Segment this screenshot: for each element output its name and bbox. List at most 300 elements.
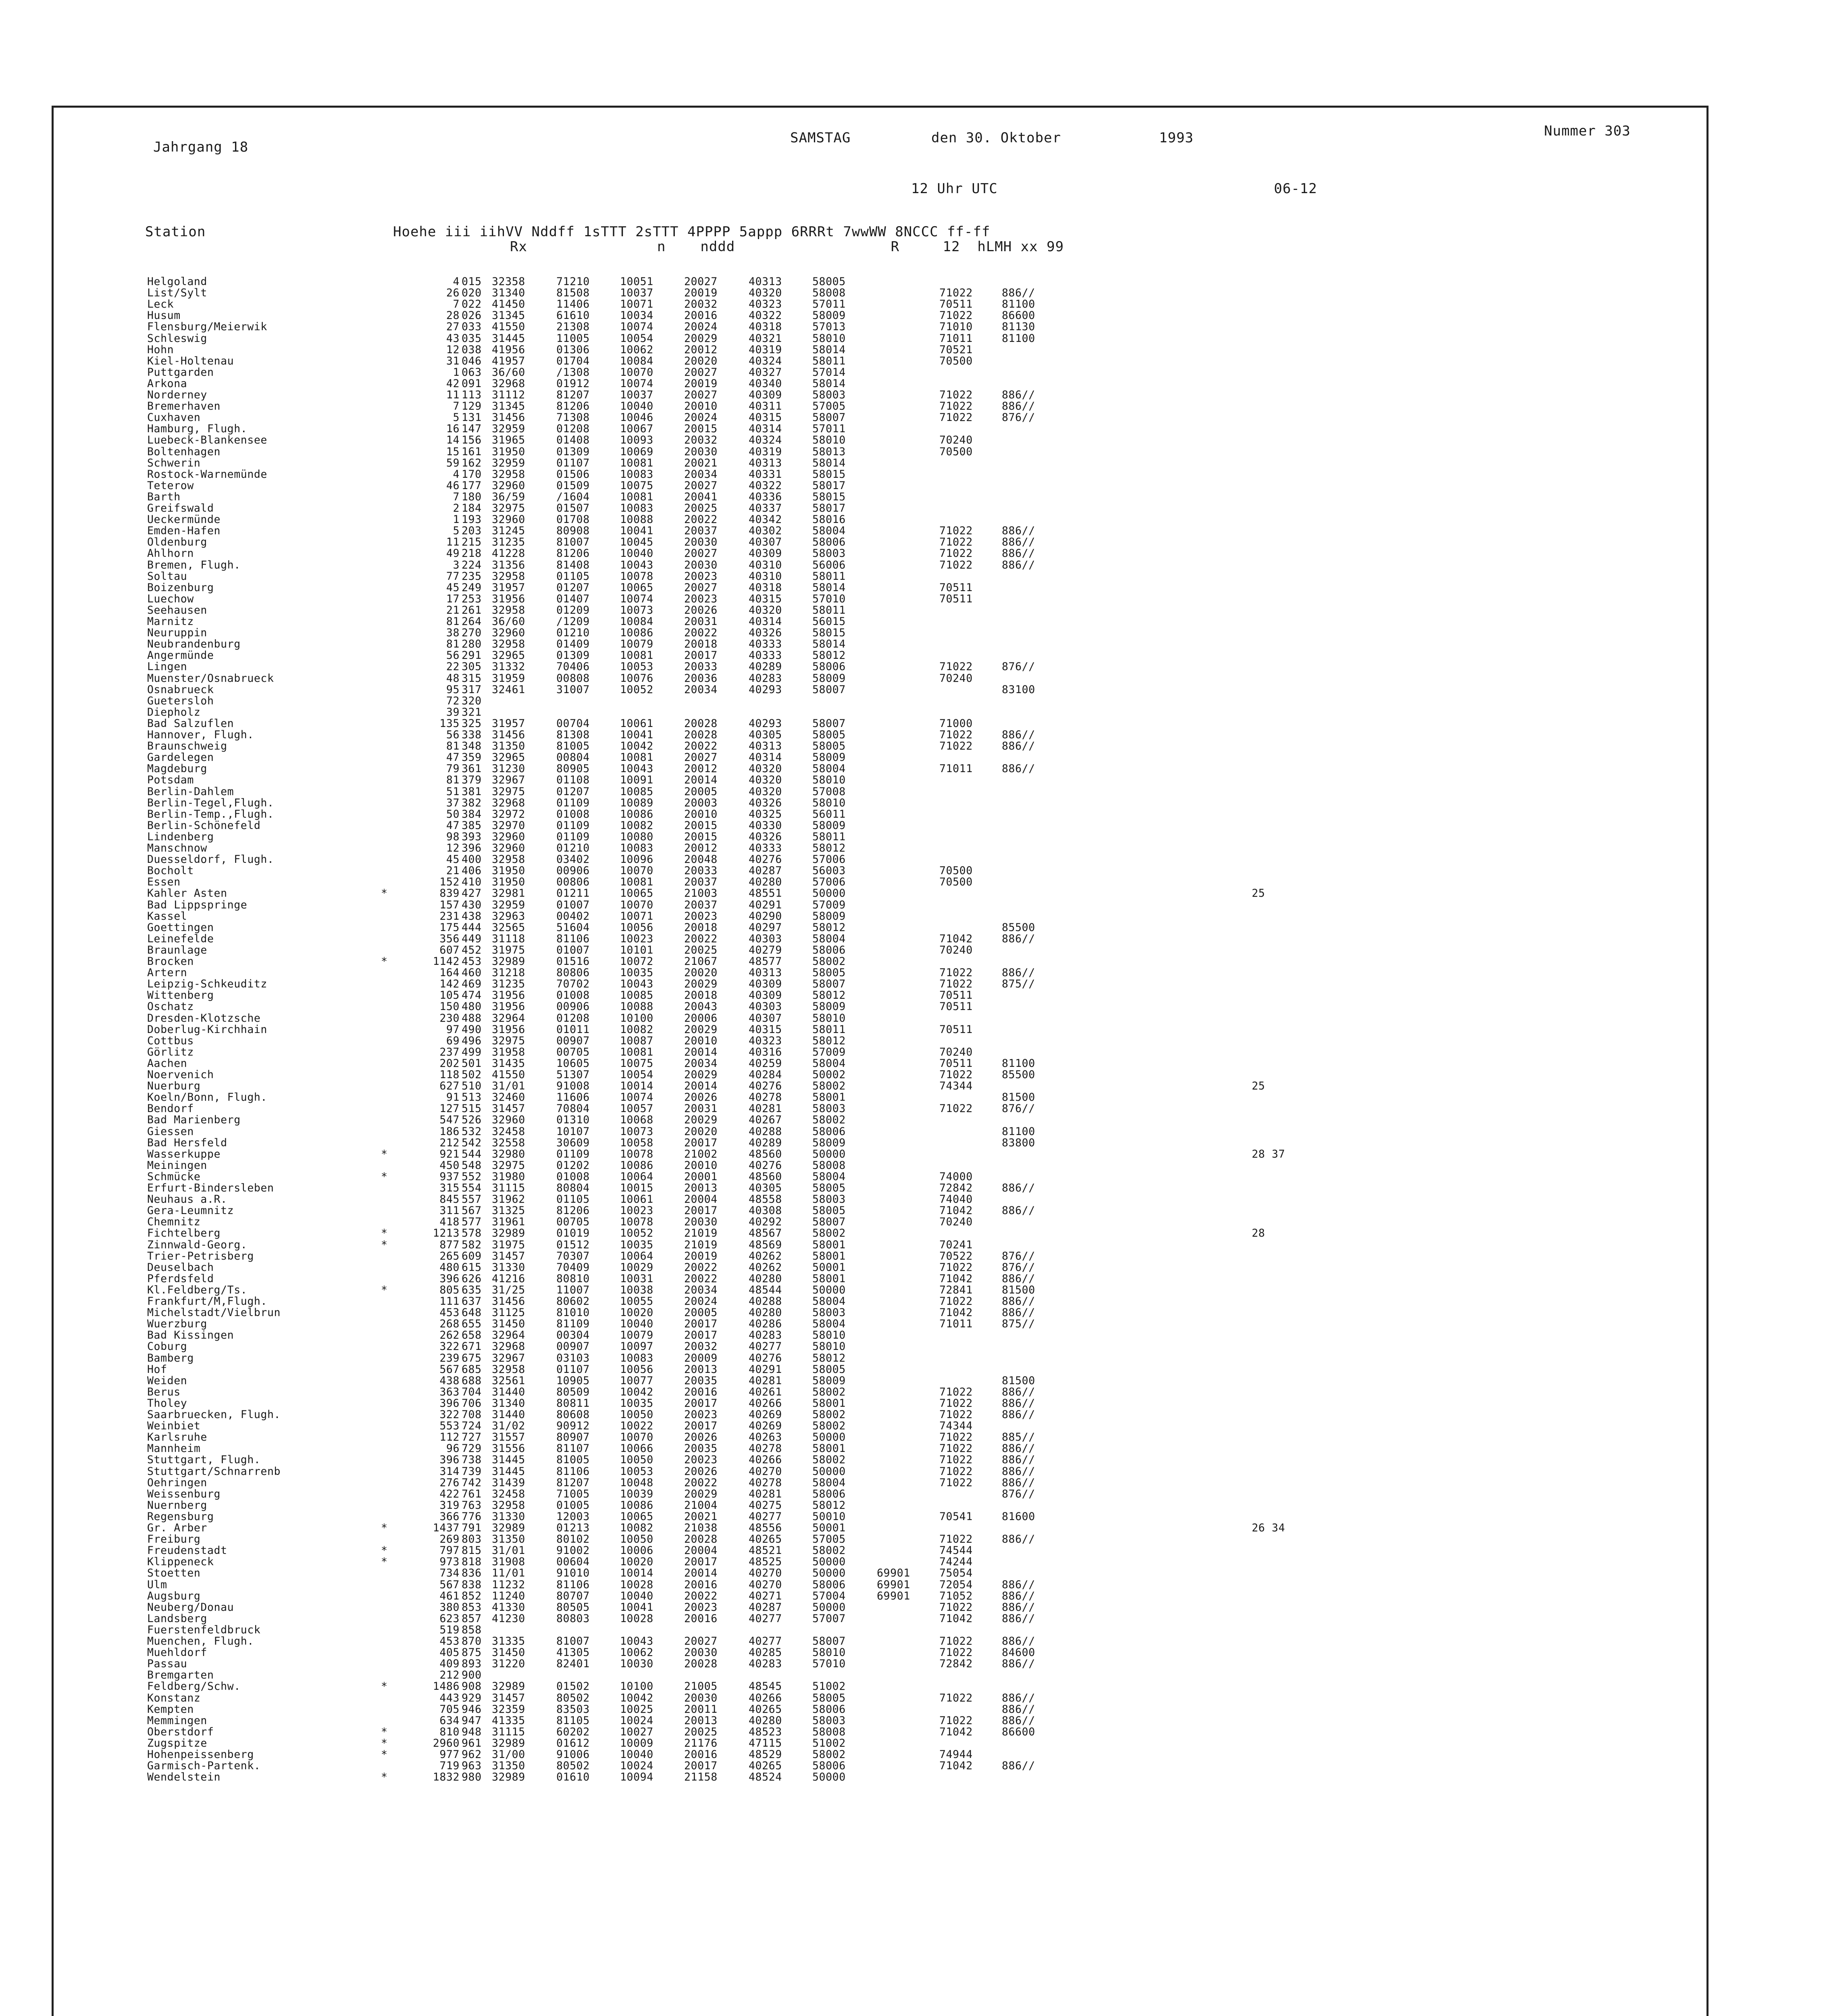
code-group: 10075 (620, 1057, 653, 1070)
station-index: 554 (462, 1182, 482, 1194)
station-name: Teterow (147, 479, 194, 492)
station-name: Flensburg/Meierwik (147, 321, 267, 333)
code-group: 74000 (939, 1170, 973, 1183)
code-group: 10075 (620, 479, 653, 492)
code-group: 69901 (877, 1589, 910, 1602)
code-group: 10041 (620, 1601, 653, 1614)
code-group: 10085 (620, 989, 653, 1002)
code-group: 40289 (749, 1136, 782, 1149)
station-height: 734 (439, 1567, 460, 1580)
code-group: 01310 (556, 1114, 590, 1127)
code-group: 20034 (684, 468, 718, 481)
table-row (0, 911, 1823, 922)
station-index: 858 (462, 1623, 482, 1636)
code-group: 32561 (492, 1374, 525, 1387)
station-index: 838 (462, 1578, 482, 1591)
table-row (0, 412, 1823, 423)
station-height: 50 (446, 808, 460, 821)
code-group: 886// (1002, 1465, 1035, 1478)
code-group: 48560 (749, 1148, 782, 1160)
code-group: 10029 (620, 1261, 653, 1274)
mountain-station-marker: * (381, 1522, 388, 1534)
station-index: 742 (462, 1476, 482, 1489)
station-name: Oschatz (147, 1000, 194, 1013)
code-group: 20016 (684, 1748, 718, 1761)
code-group: 58009 (812, 309, 846, 322)
station-height: 17 (446, 592, 460, 605)
station-name: Trier-Petrisberg (147, 1250, 254, 1262)
code-group: 886// (1002, 1533, 1035, 1546)
station-name: Hannover, Flugh. (147, 729, 254, 741)
code-group: 30609 (556, 1136, 590, 1149)
code-group: 81007 (556, 536, 590, 549)
code-group: 31908 (492, 1556, 525, 1568)
code-group: 81005 (556, 1454, 590, 1466)
table-row (0, 763, 1823, 775)
station-height: 7 (453, 490, 460, 503)
code-group: 876// (1002, 1250, 1035, 1262)
code-group: 81106 (556, 1578, 590, 1591)
table-row (0, 1205, 1823, 1216)
station-name: Garmisch-Partenk. (147, 1760, 261, 1772)
station-height: 12 (446, 842, 460, 854)
table-row (0, 820, 1823, 831)
mountain-station-marker: * (381, 1544, 388, 1557)
station-name: Weinbiet (147, 1420, 201, 1433)
code-group: 20037 (684, 898, 718, 911)
code-group: 886// (1002, 1272, 1035, 1285)
code-group: 20023 (684, 570, 718, 583)
code-group: 01409 (556, 638, 590, 651)
code-group: 32958 (492, 1499, 525, 1512)
code-group: 20030 (684, 1216, 718, 1229)
code-group: 71022 (939, 1533, 973, 1546)
station-index: 338 (462, 729, 482, 741)
code-group: 58004 (812, 932, 846, 945)
code-group: 40266 (749, 1454, 782, 1466)
station-name: Hamburg, Flugh. (147, 423, 248, 435)
table-row (0, 1693, 1823, 1704)
code-group: 71022 (939, 740, 973, 753)
station-name: Gr. Arber (147, 1522, 207, 1534)
code-group: 10035 (620, 1238, 653, 1251)
station-name: Bremerhaven (147, 400, 221, 413)
code-group: 40310 (749, 558, 782, 571)
code-group: 58012 (812, 1034, 846, 1047)
code-group: 31961 (492, 1216, 525, 1229)
code-group: 10056 (620, 921, 653, 934)
station-index: 900 (462, 1669, 482, 1682)
code-group: 886// (1002, 932, 1035, 945)
code-group: 40265 (749, 1533, 782, 1546)
code-group: 80806 (556, 966, 590, 979)
code-group: 40315 (749, 592, 782, 605)
code-group: 57005 (812, 400, 846, 413)
code-group: 885// (1002, 1431, 1035, 1444)
table-row (0, 1749, 1823, 1760)
code-group: 58012 (812, 921, 846, 934)
code-group: 32960 (492, 627, 525, 639)
station-index: 496 (462, 1034, 482, 1047)
code-group: 40280 (749, 1714, 782, 1727)
code-group: 20024 (684, 321, 718, 333)
code-group: 58001 (812, 1272, 846, 1285)
station-index: 557 (462, 1193, 482, 1206)
station-name: Artern (147, 966, 187, 979)
code-group: 90912 (556, 1420, 590, 1433)
station-index: 022 (462, 298, 482, 311)
code-group: 20027 (684, 275, 718, 288)
code-group: 31457 (492, 1691, 525, 1704)
table-row (0, 1772, 1823, 1783)
code-group: 31456 (492, 729, 525, 741)
code-group: 10081 (620, 490, 653, 503)
table-row (0, 333, 1823, 344)
code-group: 20023 (684, 1408, 718, 1421)
code-group: 70500 (939, 354, 973, 367)
station-height: 1 (453, 366, 460, 379)
code-group: 40324 (749, 354, 782, 367)
code-group: 10094 (620, 1771, 653, 1784)
code-group: 10097 (620, 1340, 653, 1353)
code-group: 48567 (749, 1227, 782, 1240)
station-height: 42 (446, 377, 460, 390)
code-group: 20004 (684, 1193, 718, 1206)
code-group: 21019 (684, 1238, 718, 1251)
code-group: 58005 (812, 729, 846, 741)
code-group: 20015 (684, 830, 718, 843)
table-row (0, 1228, 1823, 1239)
code-group: /1209 (556, 615, 590, 628)
code-group: 58014 (812, 456, 846, 469)
code-group: 32967 (492, 774, 525, 787)
station-name: Michelstadt/Vielbrun (147, 1306, 281, 1319)
code-group: 40281 (749, 1487, 782, 1500)
station-height: 37 (446, 796, 460, 809)
code-group: 20020 (684, 1125, 718, 1138)
code-group: 10084 (620, 354, 653, 367)
code-group: 40280 (749, 1306, 782, 1319)
code-group: 20031 (684, 1102, 718, 1115)
station-name: Doberlug-Kirchhain (147, 1023, 267, 1036)
code-group: 31962 (492, 1193, 525, 1206)
code-group: 40325 (749, 808, 782, 821)
station-index: 410 (462, 876, 482, 889)
code-group: 58011 (812, 830, 846, 843)
code-group: 32959 (492, 456, 525, 469)
code-group: 31456 (492, 411, 525, 424)
station-height: 38 (446, 627, 460, 639)
code-group: 40308 (749, 1204, 782, 1217)
station-name: Bad Lippspringe (147, 898, 248, 911)
code-group: 20043 (684, 1000, 718, 1013)
code-group: 31/01 (492, 1544, 525, 1557)
station-height: 453 (439, 1635, 460, 1647)
station-height: 453 (439, 1306, 460, 1319)
code-group: 85500 (1002, 1068, 1035, 1081)
code-group: 32975 (492, 1034, 525, 1047)
mountain-station-marker: * (381, 1283, 388, 1296)
code-group: 40277 (749, 1510, 782, 1523)
code-group: 40270 (749, 1465, 782, 1478)
code-group: 31445 (492, 1454, 525, 1466)
code-group: 10050 (620, 1533, 653, 1546)
code-group: 10054 (620, 332, 653, 345)
code-group: 40276 (749, 1352, 782, 1364)
code-group: 20020 (684, 966, 718, 979)
table-row (0, 922, 1823, 933)
table-row (0, 1489, 1823, 1500)
code-group: 886// (1002, 1476, 1035, 1489)
station-height: 4 (453, 275, 460, 288)
code-group: 20012 (684, 842, 718, 854)
code-group: 71022 (939, 978, 973, 991)
code-group: 40323 (749, 1034, 782, 1047)
code-group: 40307 (749, 1012, 782, 1025)
table-row (0, 1024, 1823, 1035)
code-group: 10088 (620, 513, 653, 526)
code-group: 83100 (1002, 683, 1035, 696)
station-index: 469 (462, 978, 482, 991)
table-row (0, 1556, 1823, 1568)
code-group: 20030 (684, 536, 718, 549)
station-index: 532 (462, 1125, 482, 1138)
station-index: 908 (462, 1680, 482, 1693)
code-group: 50000 (812, 1771, 846, 1784)
table-row (0, 718, 1823, 729)
code-group: 71042 (939, 1204, 973, 1217)
code-group: 80908 (556, 525, 590, 537)
station-height: 314 (439, 1465, 460, 1478)
code-group: 58005 (812, 1204, 846, 1217)
station-name: Memmingen (147, 1714, 207, 1727)
code-group: 58009 (812, 751, 846, 764)
station-index: 704 (462, 1385, 482, 1398)
code-group: 32958 (492, 604, 525, 616)
station-height: 212 (439, 1669, 460, 1682)
code-group: 71022 (939, 1385, 973, 1398)
code-group: 10083 (620, 842, 653, 854)
code-group: 10069 (620, 445, 653, 458)
code-group: 58001 (812, 1442, 846, 1455)
code-group: 56015 (812, 615, 846, 628)
code-group: 10041 (620, 729, 653, 741)
code-group: 886// (1002, 1204, 1035, 1217)
station-height: 797 (439, 1544, 460, 1557)
station-index: 708 (462, 1408, 482, 1421)
code-group: 69901 (877, 1567, 910, 1580)
code-group: 01107 (556, 1363, 590, 1376)
code-group: 40327 (749, 366, 782, 379)
station-index: 852 (462, 1589, 482, 1602)
code-group: 40303 (749, 1000, 782, 1013)
station-index: 359 (462, 751, 482, 764)
station-name: Barth (147, 490, 181, 503)
code-group: 40277 (749, 1635, 782, 1647)
code-group: 20028 (684, 717, 718, 730)
table-row (0, 548, 1823, 559)
station-name: Wendelstein (147, 1771, 221, 1784)
station-height: 405 (439, 1646, 460, 1659)
code-group: 876// (1002, 1261, 1035, 1274)
code-group: 00806 (556, 876, 590, 889)
station-height: 356 (439, 932, 460, 945)
code-group: 10082 (620, 1522, 653, 1534)
table-row (0, 616, 1823, 627)
code-group: 10074 (620, 592, 653, 605)
station-name: Ueckermünde (147, 513, 221, 526)
code-group: 20010 (684, 1159, 718, 1172)
station-name: Pferdsfeld (147, 1272, 214, 1285)
station-name: Cuxhaven (147, 411, 201, 424)
code-group: 58003 (812, 1306, 846, 1319)
station-height: 322 (439, 1340, 460, 1353)
table-row (0, 945, 1823, 956)
code-group: 58006 (812, 943, 846, 956)
code-group: 11606 (556, 1091, 590, 1104)
code-group: 31350 (492, 1760, 525, 1772)
station-index: 184 (462, 502, 482, 514)
station-name: Neubrandenburg (147, 638, 241, 651)
code-group: 20001 (684, 1170, 718, 1183)
table-row (0, 1137, 1823, 1149)
code-group: 20015 (684, 819, 718, 832)
code-group: 886// (1002, 1658, 1035, 1670)
code-group: 40262 (749, 1250, 782, 1262)
code-group: 57004 (812, 1589, 846, 1602)
code-group: 886// (1002, 740, 1035, 753)
code-group: 91006 (556, 1748, 590, 1761)
station-name: Stuttgart, Flugh. (147, 1454, 261, 1466)
code-group: 20019 (684, 1250, 718, 1262)
station-name: Berus (147, 1385, 181, 1398)
station-index: 544 (462, 1148, 482, 1160)
code-group: 01208 (556, 1012, 590, 1025)
code-group: 10040 (620, 1589, 653, 1602)
code-group: 20030 (684, 1691, 718, 1704)
code-group: 40275 (749, 1499, 782, 1512)
table-row (0, 1330, 1823, 1341)
code-group: 10024 (620, 1760, 653, 1772)
station-name: Magdeburg (147, 762, 207, 775)
code-group: 10042 (620, 1385, 653, 1398)
code-group: 40277 (749, 1340, 782, 1353)
station-index: 724 (462, 1420, 482, 1433)
station-index: 870 (462, 1635, 482, 1647)
code-group: 20017 (684, 1318, 718, 1331)
code-group: 10028 (620, 1612, 653, 1625)
code-group: 58001 (812, 1091, 846, 1104)
code-group: 32968 (492, 796, 525, 809)
code-group: 31445 (492, 332, 525, 345)
table-row (0, 560, 1823, 571)
table-row (0, 661, 1823, 673)
code-group: 31330 (492, 1510, 525, 1523)
code-group: 40291 (749, 898, 782, 911)
code-group: 20010 (684, 808, 718, 821)
code-group: 58010 (812, 332, 846, 345)
code-group: 886// (1002, 1760, 1035, 1772)
station-index: 063 (462, 366, 482, 379)
code-group: 40309 (749, 547, 782, 560)
code-group: 32972 (492, 808, 525, 821)
station-height: 319 (439, 1499, 460, 1512)
code-group: 31956 (492, 989, 525, 1002)
station-height: 567 (439, 1578, 460, 1591)
code-group: 32975 (492, 785, 525, 798)
code-group: 71010 (939, 321, 973, 333)
code-group: 71022 (939, 1714, 973, 1727)
station-index: 218 (462, 547, 482, 560)
code-group: 10073 (620, 604, 653, 616)
code-group: 32965 (492, 649, 525, 662)
code-group: 71022 (939, 1397, 973, 1410)
station-index: 853 (462, 1601, 482, 1614)
station-name: Hohenpeissenberg (147, 1748, 254, 1761)
code-group: 58017 (812, 479, 846, 492)
station-index: 453 (462, 955, 482, 968)
code-group: 886// (1002, 389, 1035, 401)
code-group: 20018 (684, 638, 718, 651)
table-row (0, 458, 1823, 469)
station-index: 637 (462, 1295, 482, 1308)
code-group: 10042 (620, 740, 653, 753)
code-group: 10078 (620, 570, 653, 583)
code-group: 03402 (556, 853, 590, 866)
code-group: 10068 (620, 1114, 653, 1127)
mountain-station-marker: * (381, 1238, 388, 1251)
code-group: 20022 (684, 740, 718, 753)
code-group: 20027 (684, 1635, 718, 1647)
code-group: 01509 (556, 479, 590, 492)
code-group: 10039 (620, 1487, 653, 1500)
table-row (0, 650, 1823, 661)
station-index: 215 (462, 536, 482, 549)
code-group: 57005 (812, 1533, 846, 1546)
code-group: 20029 (684, 1068, 718, 1081)
mountain-station-marker: * (381, 1227, 388, 1240)
code-group: 36/59 (492, 490, 525, 503)
code-group: 886// (1002, 536, 1035, 549)
code-group: 40261 (749, 1385, 782, 1398)
table-row (0, 684, 1823, 696)
code-group: 10605 (556, 1057, 590, 1070)
station-height: 239 (439, 1352, 460, 1364)
code-group: 70406 (556, 660, 590, 673)
station-index: 113 (462, 389, 482, 401)
code-group: 01202 (556, 1159, 590, 1172)
station-height: 1486 (433, 1680, 460, 1693)
station-index: 147 (462, 423, 482, 435)
code-group: 40278 (749, 1476, 782, 1489)
code-group: 31950 (492, 864, 525, 877)
code-group: 81500 (1002, 1091, 1035, 1104)
code-group: 31330 (492, 1261, 525, 1274)
code-group: 70511 (939, 592, 973, 605)
code-group: 40320 (749, 785, 782, 798)
station-index: 020 (462, 287, 482, 300)
code-group: 21067 (684, 955, 718, 968)
station-name: Luechow (147, 592, 194, 605)
code-group: 10070 (620, 898, 653, 911)
station-height: 438 (439, 1374, 460, 1387)
mountain-station-marker: * (381, 955, 388, 968)
code-group: 40297 (749, 921, 782, 934)
station-index: 280 (462, 638, 482, 651)
code-group: 10081 (620, 876, 653, 889)
station-name: Bad Kissingen (147, 1329, 234, 1342)
table-row (0, 1307, 1823, 1318)
